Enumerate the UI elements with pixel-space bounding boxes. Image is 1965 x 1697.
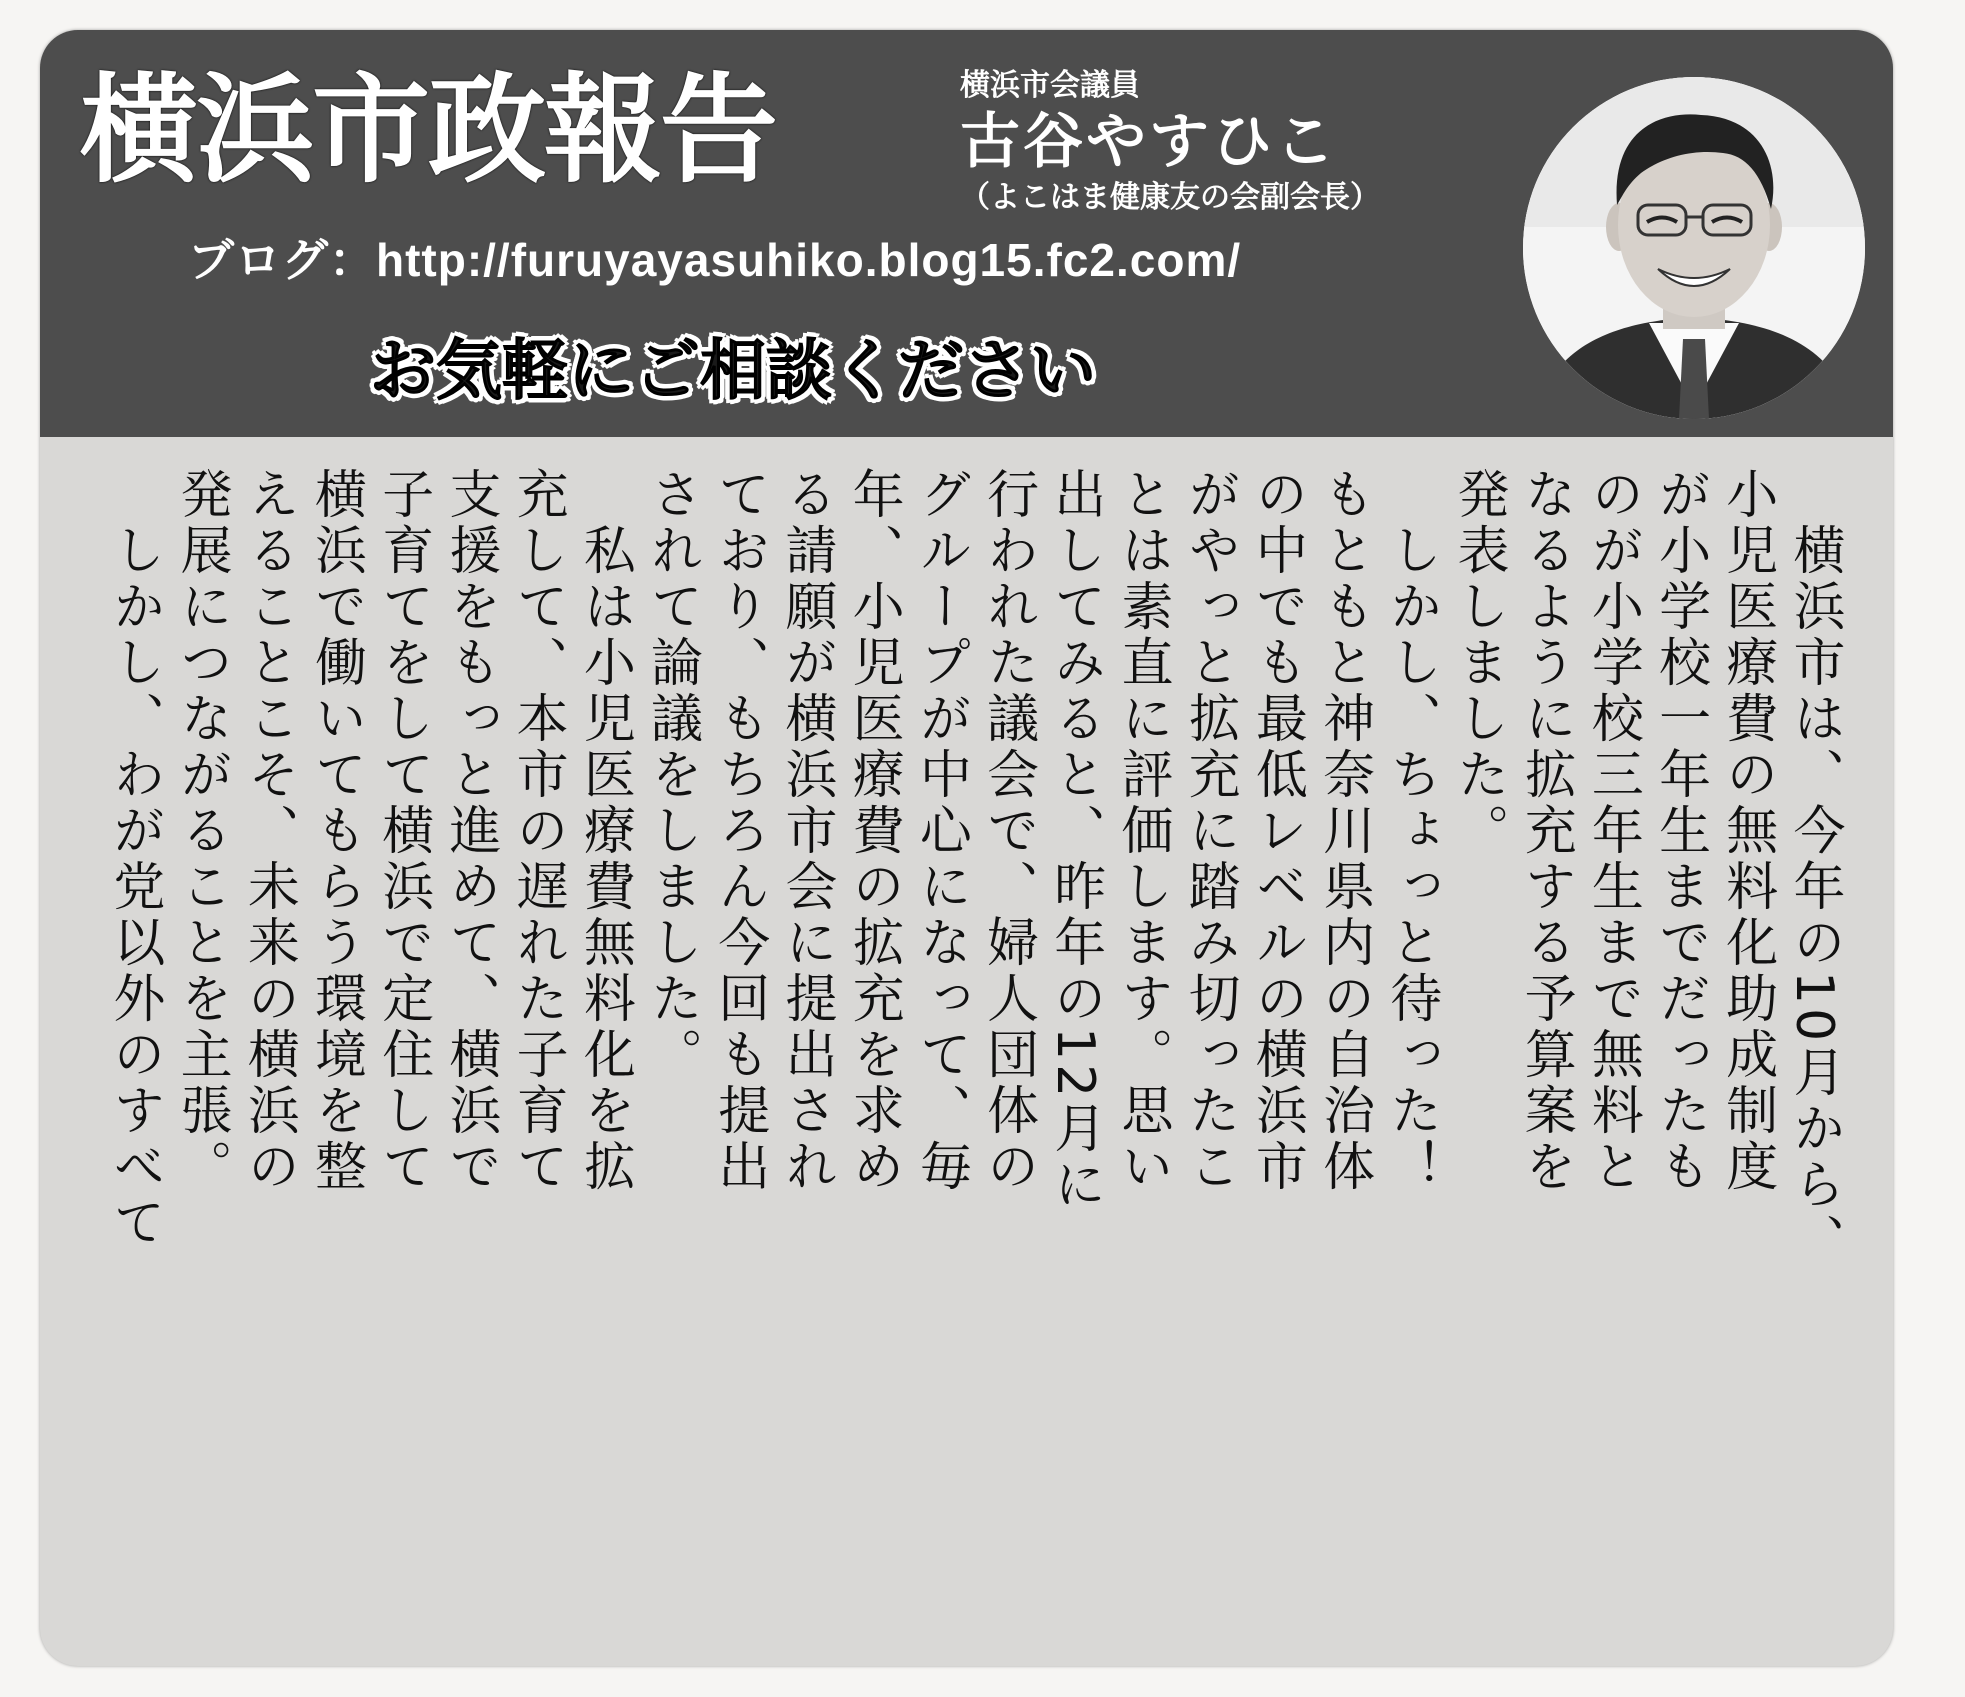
member-affiliation: （よこはま健康友の会副会長） <box>960 180 1380 215</box>
member-name: 古谷やすひこ <box>960 107 1338 177</box>
portrait-illustration <box>1523 77 1865 419</box>
consult-banner: お気軽にご相談ください <box>370 332 1096 409</box>
report-card <box>40 30 1893 1666</box>
page-title: 横浜市政報告 <box>80 60 777 199</box>
section-gap <box>40 467 100 475</box>
header-band <box>40 30 1893 437</box>
article-text <box>100 467 1847 1647</box>
article-upper-block: 横浜市は、今年の10月から、 小児医療費の無料化助成制度 が小学校一年生までだったも のが小学校三年生まで無料と なるように拡充する予算案を 発表しました。 しかし、ちょっと待った！ もともと神奈川県内の自治体 の中でも最低レベルの横浜市 がやっと拡充に踏み切ったこ とは素直に評価します。思い 出してみると、昨年の12月に 行われた議会で、婦人団体の グループが中心になって、毎 年、小児医療費の拡充を求め る請願が横浜市会に提出され ており、もちろん今回も提出 されて論議をしました。 私は小児医療費無料化を拡 充して、本市の遅れた子育て 支援をもっと進めて、横浜で 子育てをして横浜で定住して 横浜で働いてもらう環境を整 えることこそ、未来の横浜の 発展につながることを主張。 しかし、わが党以外のすべて <box>103 467 1844 1270</box>
council-member-role: 横浜市会議員 <box>960 68 1140 103</box>
portrait-photo <box>1523 77 1865 419</box>
blog-link[interactable]: ブログ：http://furuyayasuhiko.blog15.fc2.com/ <box>188 234 1242 286</box>
